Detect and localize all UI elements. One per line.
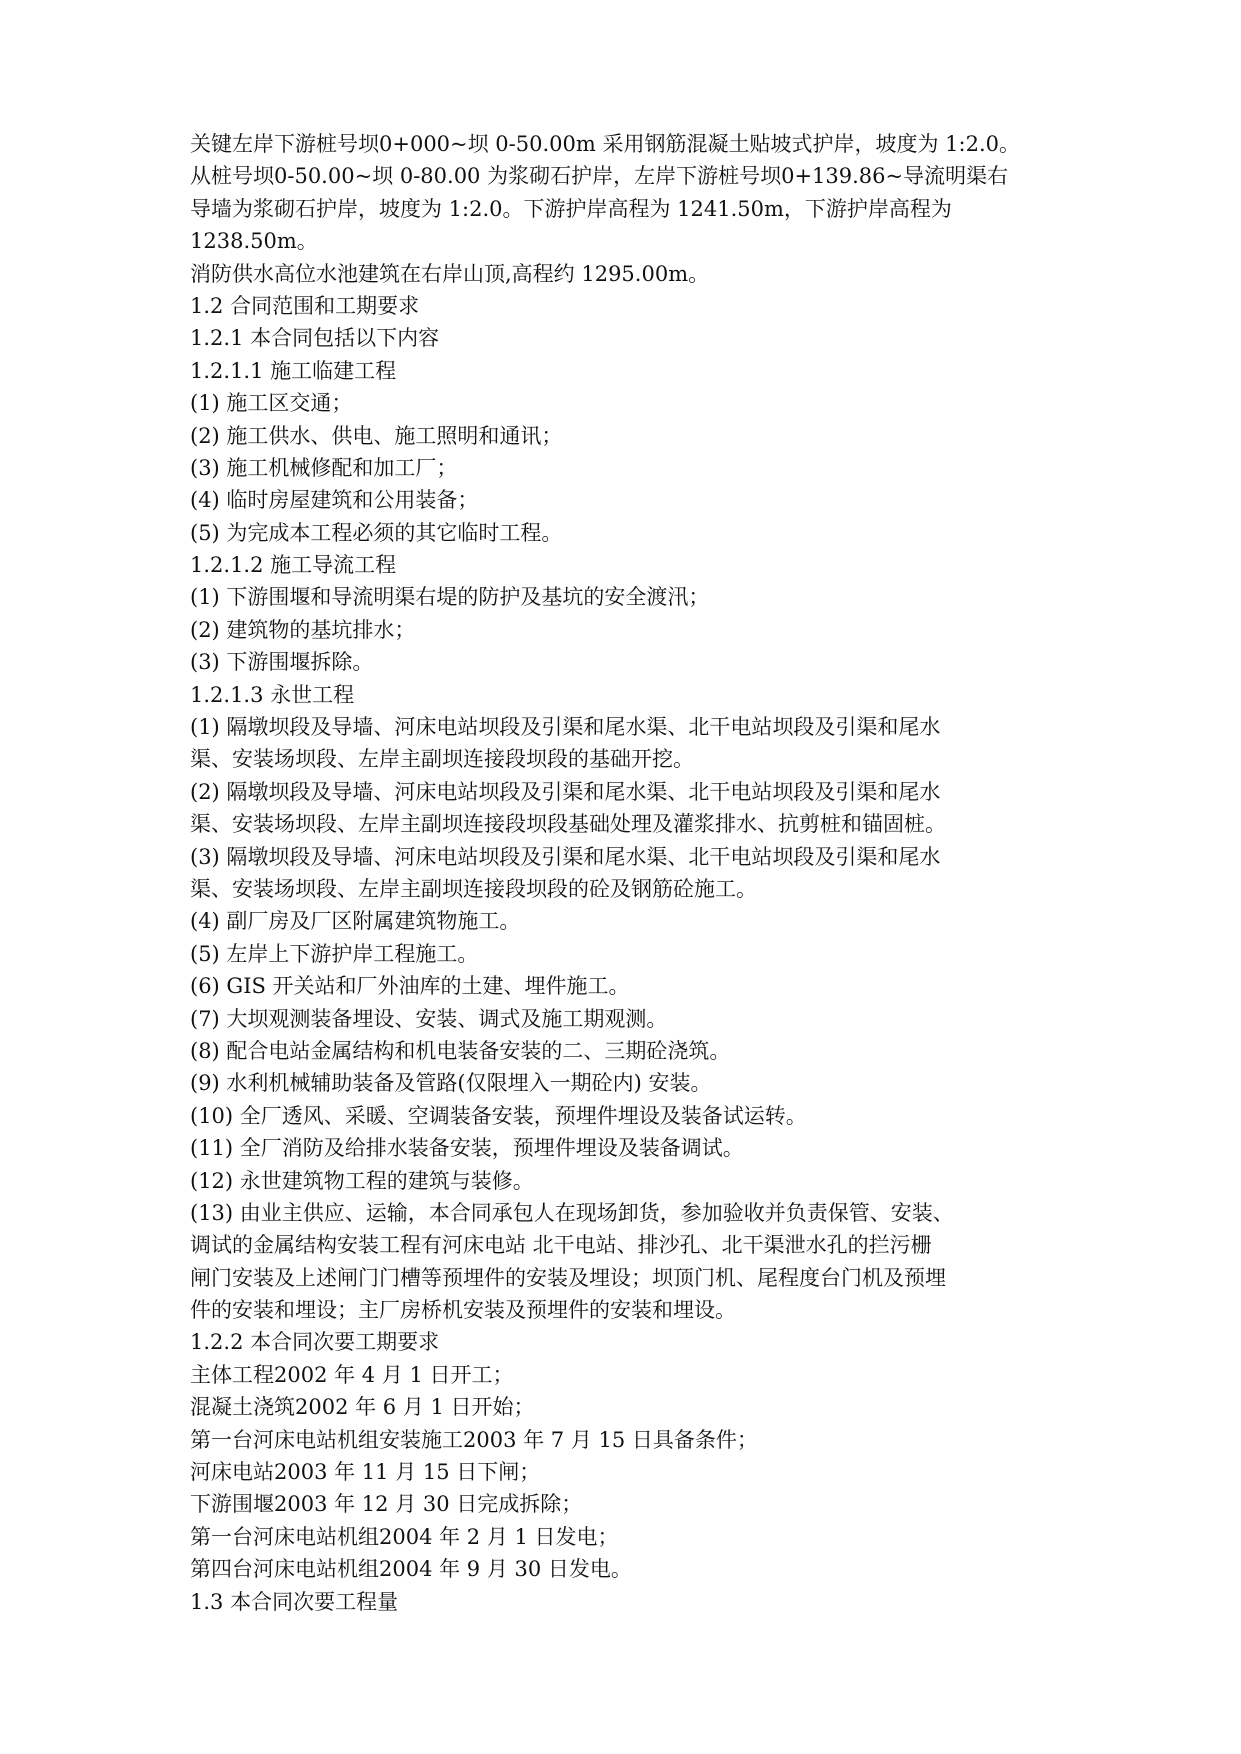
list-item-continuation: 渠、安装场坝段、左岸主副坝连接段坝段的基础开挖。 <box>190 747 694 772</box>
list-item: (7) 大坝观测装备埋设、安装、调式及施工期观测。 <box>190 1006 668 1031</box>
text-line: 1238.50m。 <box>190 229 318 254</box>
list-item: (9) 水利机械辅助装备及管路(仅限埋入一期砼内) 安装。 <box>190 1071 712 1096</box>
text-line: 从桩号坝0-50.00~坝 0-80.00 为浆砌石护岸，左岸下游桩号坝0+139.86~导流明渠右 <box>190 164 1009 189</box>
section-heading: 1.2.1.2 施工导流工程 <box>190 553 397 578</box>
list-item: (12) 永世建筑物工程的建筑与装修。 <box>190 1168 534 1193</box>
document-body <box>190 128 1150 1618</box>
list-item: (2) 建筑物的基坑排水； <box>190 617 416 642</box>
list-item: (3) 下游围堰拆除。 <box>190 650 374 675</box>
list-item: (4) 副厂房及厂区附属建筑物施工。 <box>190 909 521 934</box>
list-item: (1) 隔墩坝段及导墙、河床电站坝段及引渠和尾水渠、北干电站坝段及引渠和尾水 <box>190 715 941 740</box>
list-item-continuation: 闸门安装及上述闸门门槽等预埋件的安装及埋设；坝顶门机、尾程度台门机及预埋 <box>190 1265 946 1290</box>
text-line: 关键左岸下游桩号坝0+000~坝 0-50.00m 采用钢筋混凝土贴坡式护岸，坡度为 1:2.0。 <box>190 132 1020 156</box>
section-heading: 1.2 合同范围和工期要求 <box>190 293 420 318</box>
list-item: (5) 为完成本工程必须的其它临时工程。 <box>190 520 563 545</box>
list-item: (13) 由业主供应、运输，本合同承包人在现场卸货，参加验收并负责保管、安装、 <box>190 1200 954 1225</box>
schedule-item: 第一台河床电站机组安装施工2003 年 7 月 15 日具备条件； <box>190 1427 758 1452</box>
list-item-continuation: 调试的金属结构安装工程有河床电站 北干电站、排沙孔、北干渠泄水孔的拦污栅 <box>190 1233 932 1258</box>
schedule-item: 主体工程2002 年 4 月 1 日开工； <box>190 1362 514 1387</box>
section-heading: 1.2.1 本合同包括以下内容 <box>190 326 440 351</box>
list-item: (6) GIS 开关站和厂外油库的土建、埋件施工。 <box>190 974 630 999</box>
section-heading: 1.2.1.3 永世工程 <box>190 682 355 707</box>
schedule-item: 混凝土浇筑2002 年 6 月 1 日开始； <box>190 1395 535 1420</box>
section-heading: 1.2.2 本合同次要工期要求 <box>190 1330 440 1355</box>
list-item: (8) 配合电站金属结构和机电装备安装的二、三期砼浇筑。 <box>190 1038 731 1063</box>
list-item: (11) 全厂消防及给排水装备安装，预埋件埋设及装备调试。 <box>190 1136 744 1161</box>
section-heading: 1.2.1.1 施工临建工程 <box>190 358 397 383</box>
list-item: (2) 隔墩坝段及导墙、河床电站坝段及引渠和尾水渠、北干电站坝段及引渠和尾水 <box>190 779 941 804</box>
schedule-item: 河床电站2003 年 11 月 15 日下闸； <box>190 1460 541 1485</box>
list-item: (2) 施工供水、供电、施工照明和通讯； <box>190 423 563 448</box>
text-line: 消防供水高位水池建筑在右岸山顶,高程约 1295.00m。 <box>190 261 710 286</box>
list-item: (3) 隔墩坝段及导墙、河床电站坝段及引渠和尾水渠、北干电站坝段及引渠和尾水 <box>190 844 941 869</box>
schedule-item: 第四台河床电站机组2004 年 9 月 30 日发电。 <box>190 1557 632 1582</box>
list-item: (1) 下游围堰和导流明渠右堤的防护及基坑的安全渡汛； <box>190 585 710 610</box>
text-line: 导墙为浆砌石护岸，坡度为 1:2.0。下游护岸高程为 1241.50m，下游护岸高程为 <box>190 196 952 221</box>
list-item: (4) 临时房屋建筑和公用装备； <box>190 488 479 513</box>
list-item: (10) 全厂透风、采暖、空调装备安装，预埋件埋设及装备试运转。 <box>190 1103 807 1128</box>
list-item-continuation: 件的安装和埋设；主厂房桥机安装及预埋件的安装和埋设。 <box>190 1298 736 1323</box>
section-heading: 1.3 本合同次要工程量 <box>190 1589 399 1614</box>
list-item: (3) 施工机械修配和加工厂； <box>190 455 458 480</box>
list-item-continuation: 渠、安装场坝段、左岸主副坝连接段坝段基础处理及灌浆排水、抗剪桩和锚固桩。 <box>190 812 946 837</box>
list-item: (1) 施工区交通； <box>190 391 353 416</box>
schedule-item: 下游围堰2003 年 12 月 30 日完成拆除； <box>190 1492 583 1517</box>
list-item-continuation: 渠、安装场坝段、左岸主副坝连接段坝段的砼及钢筋砼施工。 <box>190 876 757 901</box>
schedule-item: 第一台河床电站机组2004 年 2 月 1 日发电； <box>190 1524 619 1549</box>
list-item: (5) 左岸上下游护岸工程施工。 <box>190 941 479 966</box>
